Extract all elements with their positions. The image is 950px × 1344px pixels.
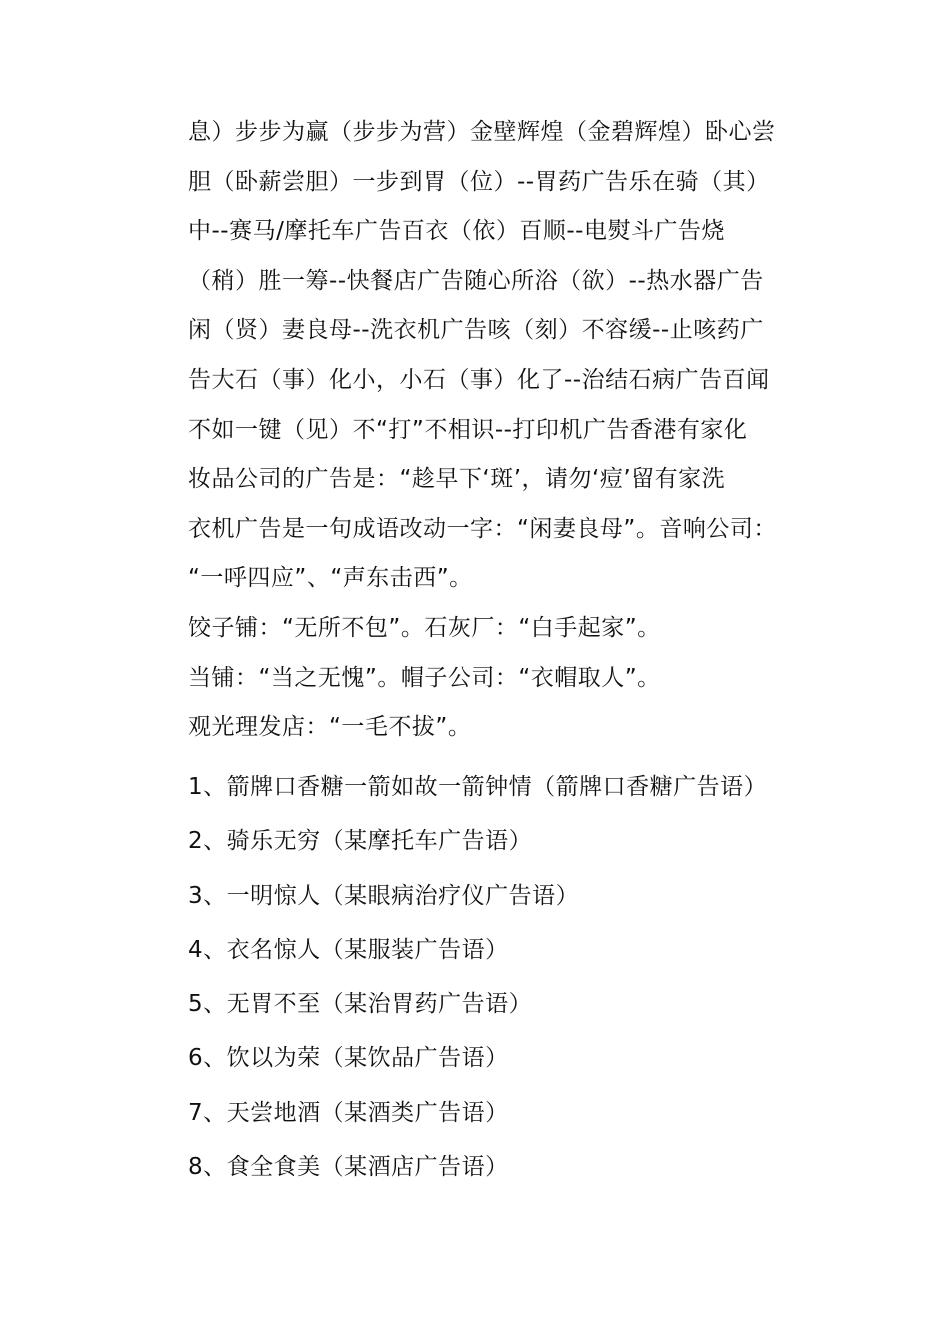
paragraph-line: 息）步步为赢（步步为营）金壁辉煌（金碧辉煌）卧心尝 (188, 119, 776, 145)
list-item: 5、无胃不至（某治胃药广告语） (188, 991, 533, 1018)
paragraph-line: 衣机广告是一句成语改动一字：“闲妻良母”。音响公司： (188, 515, 777, 542)
paragraph-line: 闲（贤）妻良母--洗衣机广告咳（刻）不容缓--止咳药广 (188, 317, 764, 344)
list-item: 1、箭牌口香糖一箭如故一箭钟情（箭牌口香糖广告语） (188, 774, 768, 800)
list-item: 4、衣名惊人（某服装广告语） (188, 936, 509, 963)
body-paragraph (188, 108, 928, 753)
paragraph-line: 不如一键（见）不“打”不相识--打印机广告香港有家化 (188, 416, 748, 443)
paragraph-line: “一呼四应”、“声东击西”。 (188, 565, 473, 592)
paragraph-line: 妆品公司的广告是：“趁早下‘斑’，请勿‘痘’留有家洗 (188, 466, 726, 493)
paragraph-line: 中--赛马/摩托车广告百衣（依）百顺--电熨斗广告烧 (188, 218, 725, 245)
slogan-list (188, 760, 928, 1194)
list-item: 7、天尝地酒（某酒类广告语） (188, 1099, 509, 1126)
paragraph-line: 告大石（事）化小，小石（事）化了--治结石病广告百闻 (188, 366, 770, 393)
paragraph-line: 当铺：“当之无愧”。帽子公司：“衣帽取人”。 (188, 664, 661, 691)
paragraph-line: 观光理发店：“一毛不拔”。 (188, 714, 472, 741)
list-item: 2、骑乐无穷（某摩托车广告语） (188, 828, 533, 855)
paragraph-line: 饺子铺：“无所不包”。石灰厂：“白手起家”。 (188, 614, 661, 641)
paragraph-line: 胆（卧薪尝胆）一步到胃（位）--胃药广告乐在骑（其） (188, 168, 770, 195)
list-item: 8、食全食美（某酒店广告语） (188, 1154, 509, 1181)
list-item: 3、一明惊人（某眼病治疗仪广告语） (188, 882, 580, 909)
list-item: 6、饮以为荣（某饮品广告语） (188, 1045, 509, 1072)
paragraph-line: （稍）胜一筹--快餐店广告随心所浴（欲）--热水器广告 (188, 267, 764, 294)
